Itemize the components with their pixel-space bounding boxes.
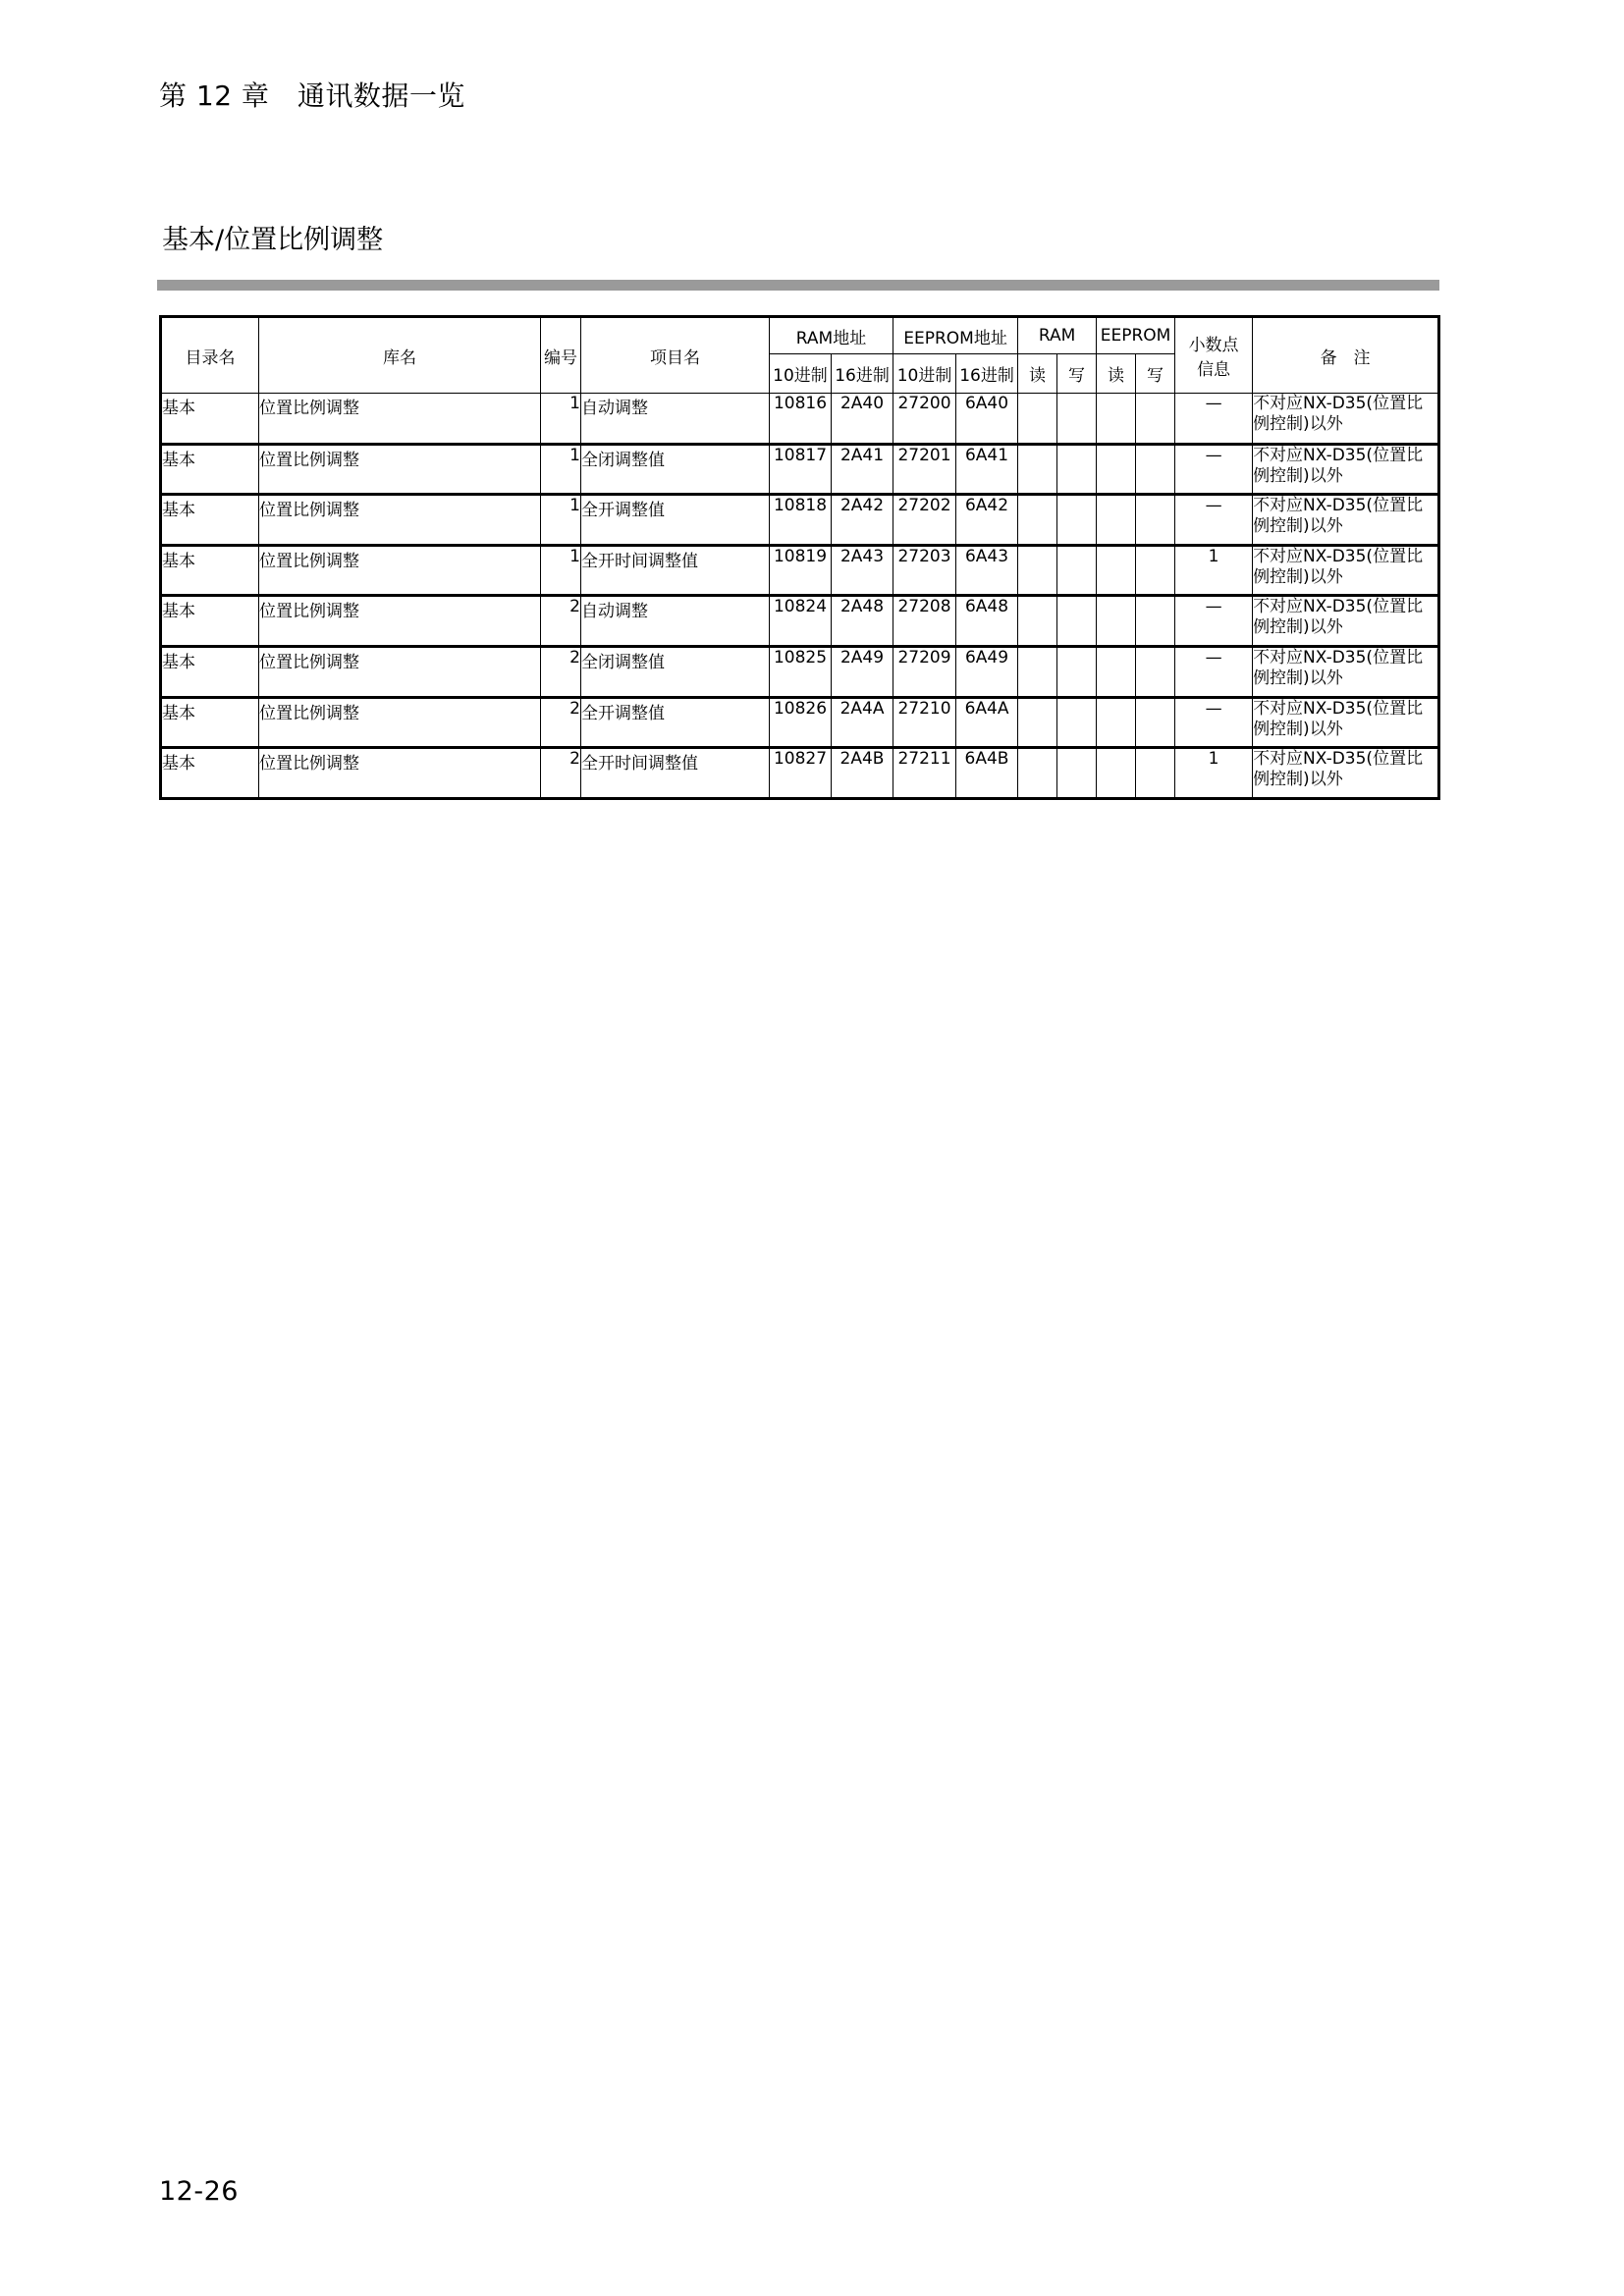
cell-ram-read [1018,495,1057,546]
cell-decimal-info: — [1175,495,1253,546]
communication-data-table [159,315,1440,800]
cell-library: 位置比例调整 [259,545,541,596]
cell-eeprom-hex: 6A48 [956,596,1018,647]
header-eeprom-address: EEPROM地址 [893,317,1018,354]
table-row [161,748,1439,799]
cell-ram-hex: 2A42 [832,495,893,546]
cell-catalog: 基本 [161,748,259,799]
cell-eeprom-dec: 27203 [893,545,956,596]
cell-item: 自动调整 [581,596,770,647]
cell-item: 全开时间调整值 [581,545,770,596]
cell-ram-read [1018,748,1057,799]
cell-eeprom-write [1136,545,1175,596]
cell-library: 位置比例调整 [259,444,541,495]
cell-remark: 不对应NX-D35(位置比例控制)以外 [1253,444,1439,495]
cell-eeprom-read [1097,444,1136,495]
cell-number: 1 [541,444,581,495]
cell-catalog: 基本 [161,646,259,697]
cell-ram-read [1018,394,1057,445]
header-eeprom-read: 读 [1097,354,1136,394]
header-decimal-info-line2: 信息 [1197,360,1231,380]
cell-ram-hex: 2A41 [832,444,893,495]
cell-number: 2 [541,596,581,647]
header-decimal-info [1175,317,1253,394]
cell-eeprom-read [1097,394,1136,445]
cell-ram-write [1057,596,1097,647]
cell-decimal-info: — [1175,596,1253,647]
header-item: 项目名 [581,317,770,394]
header-ram-read: 读 [1018,354,1057,394]
header-catalog: 目录名 [161,317,259,394]
cell-eeprom-hex: 6A40 [956,394,1018,445]
cell-eeprom-dec: 27201 [893,444,956,495]
cell-remark: 不对应NX-D35(位置比例控制)以外 [1253,394,1439,445]
header-eeprom-write: 写 [1136,354,1175,394]
cell-eeprom-read [1097,596,1136,647]
cell-ram-hex: 2A49 [832,646,893,697]
cell-ram-dec: 10824 [770,596,832,647]
cell-remark: 不对应NX-D35(位置比例控制)以外 [1253,545,1439,596]
cell-decimal-info: — [1175,697,1253,748]
cell-eeprom-hex: 6A41 [956,444,1018,495]
cell-catalog: 基本 [161,394,259,445]
cell-library: 位置比例调整 [259,748,541,799]
cell-eeprom-dec: 27200 [893,394,956,445]
cell-library: 位置比例调整 [259,646,541,697]
cell-eeprom-write [1136,495,1175,546]
cell-decimal-info: — [1175,646,1253,697]
table-row [161,646,1439,697]
page-number: 12-26 [159,2176,239,2207]
cell-ram-write [1057,444,1097,495]
cell-ram-read [1018,545,1057,596]
cell-eeprom-dec: 27208 [893,596,956,647]
cell-ram-dec: 10825 [770,646,832,697]
cell-ram-dec: 10826 [770,697,832,748]
cell-ram-hex: 2A4A [832,697,893,748]
cell-eeprom-write [1136,394,1175,445]
cell-catalog: 基本 [161,596,259,647]
cell-eeprom-write [1136,748,1175,799]
cell-ram-write [1057,394,1097,445]
header-eeprom: EEPROM [1097,317,1175,354]
cell-eeprom-write [1136,646,1175,697]
header-number: 编号 [541,317,581,394]
cell-eeprom-hex: 6A43 [956,545,1018,596]
header-ram-hex: 16进制 [832,354,893,394]
cell-library: 位置比例调整 [259,596,541,647]
header-eeprom-hex: 16进制 [956,354,1018,394]
cell-eeprom-hex: 6A42 [956,495,1018,546]
cell-ram-write [1057,545,1097,596]
cell-ram-write [1057,495,1097,546]
cell-ram-write [1057,646,1097,697]
cell-item: 全开调整值 [581,495,770,546]
cell-eeprom-hex: 6A4B [956,748,1018,799]
header-ram-address: RAM地址 [770,317,893,354]
table-row [161,495,1439,546]
section-divider [157,280,1439,291]
cell-remark: 不对应NX-D35(位置比例控制)以外 [1253,697,1439,748]
header-remarks: 备 注 [1253,317,1439,394]
cell-ram-hex: 2A4B [832,748,893,799]
cell-ram-write [1057,748,1097,799]
cell-remark: 不对应NX-D35(位置比例控制)以外 [1253,748,1439,799]
chapter-header: 第 12 章 通讯数据一览 [159,80,465,112]
header-eeprom-dec: 10进制 [893,354,956,394]
cell-ram-dec: 10818 [770,495,832,546]
cell-number: 1 [541,495,581,546]
header-ram-write: 写 [1057,354,1097,394]
table-row [161,444,1439,495]
cell-ram-hex: 2A40 [832,394,893,445]
table-row [161,697,1439,748]
cell-eeprom-write [1136,444,1175,495]
header-ram: RAM [1018,317,1097,354]
cell-number: 2 [541,646,581,697]
cell-ram-dec: 10827 [770,748,832,799]
cell-eeprom-dec: 27210 [893,697,956,748]
cell-eeprom-dec: 27211 [893,748,956,799]
cell-catalog: 基本 [161,495,259,546]
cell-decimal-info: — [1175,444,1253,495]
cell-eeprom-hex: 6A49 [956,646,1018,697]
table-row [161,596,1439,647]
cell-item: 全闭调整值 [581,646,770,697]
cell-eeprom-dec: 27202 [893,495,956,546]
cell-decimal-info: — [1175,394,1253,445]
cell-item: 自动调整 [581,394,770,445]
cell-eeprom-read [1097,545,1136,596]
header-decimal-info-line1: 小数点 [1188,336,1239,355]
cell-ram-read [1018,697,1057,748]
cell-ram-hex: 2A48 [832,596,893,647]
cell-number: 1 [541,394,581,445]
cell-library: 位置比例调整 [259,394,541,445]
cell-number: 2 [541,697,581,748]
cell-item: 全开调整值 [581,697,770,748]
cell-eeprom-hex: 6A4A [956,697,1018,748]
header-ram-dec: 10进制 [770,354,832,394]
cell-ram-write [1057,697,1097,748]
cell-ram-read [1018,596,1057,647]
cell-ram-dec: 10817 [770,444,832,495]
cell-ram-dec: 10816 [770,394,832,445]
table-row [161,394,1439,445]
cell-decimal-info: 1 [1175,545,1253,596]
cell-eeprom-read [1097,646,1136,697]
cell-remark: 不对应NX-D35(位置比例控制)以外 [1253,495,1439,546]
section-title: 基本/位置比例调整 [162,225,384,255]
cell-catalog: 基本 [161,697,259,748]
cell-ram-read [1018,646,1057,697]
cell-eeprom-read [1097,697,1136,748]
cell-item: 全开时间调整值 [581,748,770,799]
cell-remark: 不对应NX-D35(位置比例控制)以外 [1253,646,1439,697]
cell-number: 1 [541,545,581,596]
cell-catalog: 基本 [161,444,259,495]
cell-ram-hex: 2A43 [832,545,893,596]
cell-ram-dec: 10819 [770,545,832,596]
cell-eeprom-write [1136,697,1175,748]
cell-item: 全闭调整值 [581,444,770,495]
cell-library: 位置比例调整 [259,495,541,546]
cell-eeprom-write [1136,596,1175,647]
cell-eeprom-dec: 27209 [893,646,956,697]
cell-eeprom-read [1097,748,1136,799]
table-row [161,545,1439,596]
cell-number: 2 [541,748,581,799]
cell-library: 位置比例调整 [259,697,541,748]
cell-remark: 不对应NX-D35(位置比例控制)以外 [1253,596,1439,647]
cell-ram-read [1018,444,1057,495]
header-library: 库名 [259,317,541,394]
cell-eeprom-read [1097,495,1136,546]
cell-decimal-info: 1 [1175,748,1253,799]
cell-catalog: 基本 [161,545,259,596]
